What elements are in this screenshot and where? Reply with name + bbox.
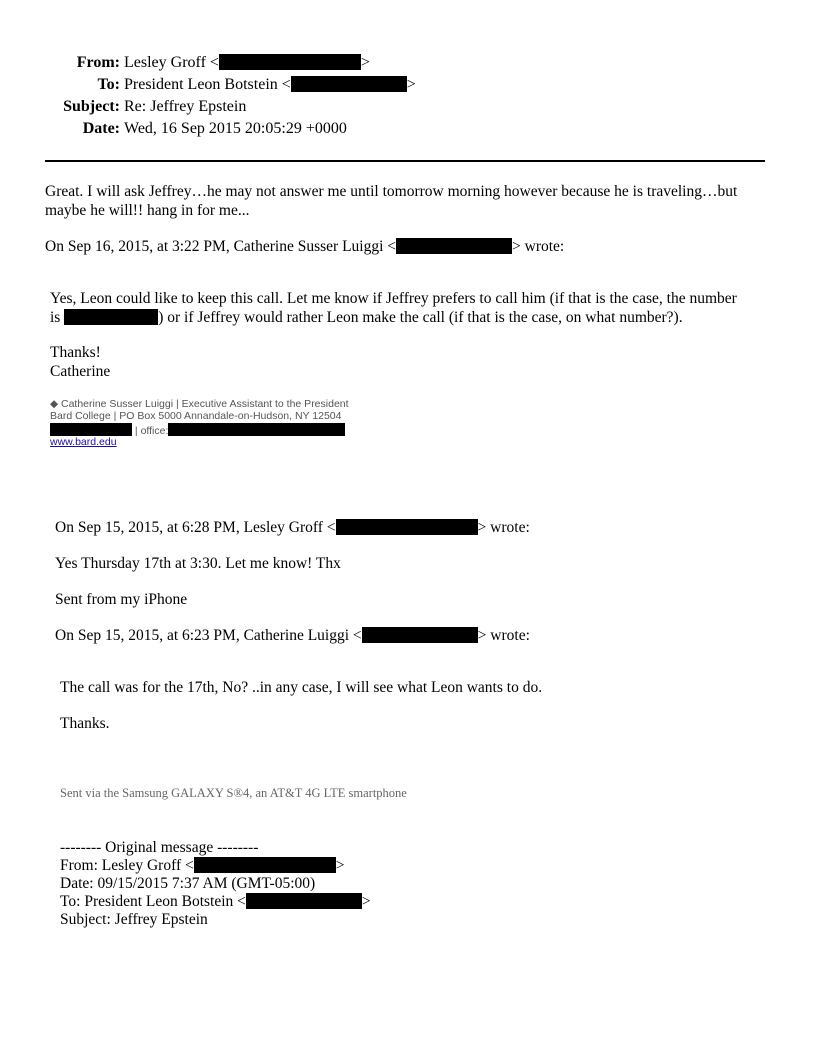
quote1-para-line-1: Yes, Leon could like to keep this call. Let me know if Jeffrey prefers to call him (if that is the case, the number	[50, 290, 737, 307]
to-row	[0, 75, 816, 95]
redacted-email	[362, 627, 478, 643]
reply-line-1: Great. I will ask Jeffrey…he may not answer me until tomorrow morning however because he is traveling…but	[45, 183, 738, 200]
original-message-header: -------- Original message --------	[60, 839, 259, 856]
redacted-phone	[64, 309, 158, 325]
quote2-line-1: Yes Thursday 17th at 3:30. Let me know! Thx	[55, 555, 341, 572]
from-row	[0, 53, 816, 73]
redacted-phone	[50, 423, 132, 436]
quote1-name: Catherine	[50, 363, 111, 380]
reply-line-2: maybe he will!! hang in for me...	[45, 202, 250, 219]
date-row	[0, 119, 816, 139]
date-label: Date:	[82, 120, 120, 137]
from-label: From:	[76, 54, 120, 71]
to-label: To:	[97, 76, 120, 93]
quote2-sent-from: Sent from my iPhone	[55, 591, 188, 608]
redacted-email	[194, 857, 336, 873]
subject-label: Subject:	[63, 98, 120, 115]
quote1-intro: On Sep 16, 2015, at 3:22 PM, Catherine Susser Luiggi < > wrote:	[45, 238, 565, 255]
subject-value: Re: Jeffrey Epstein	[124, 98, 247, 115]
signature-line-3: | office:	[50, 423, 345, 438]
original-date: Date: 09/15/2015 7:37 AM (GMT-05:00)	[60, 875, 316, 892]
quote2-intro: On Sep 15, 2015, at 6:28 PM, Lesley Groff < > wrote:	[55, 519, 530, 536]
redacted-email	[336, 519, 478, 535]
quote3-line-1: The call was for the 17th, No? ..in any case, I will see what Leon wants to do.	[60, 679, 543, 696]
redacted-email	[219, 54, 361, 70]
redacted-email	[396, 238, 512, 254]
samsung-signature: Sent via the Samsung GALAXY S®4, an AT&T 4G LTE smartphone	[60, 786, 407, 800]
signature-line-1: ◆ Catherine Susser Luiggi | Executive Assistant to the President	[50, 398, 349, 410]
redacted-phone	[168, 423, 345, 436]
redacted-email	[246, 893, 362, 909]
header-divider	[45, 160, 765, 162]
date-value: Wed, 16 Sep 2015 20:05:29 +0000	[124, 120, 347, 137]
subject-row	[0, 97, 816, 117]
from-value: Lesley Groff < >	[124, 54, 370, 71]
signature-link-row	[50, 436, 117, 449]
to-value: President Leon Botstein < >	[124, 76, 416, 93]
original-subject: Subject: Jeffrey Epstein	[60, 911, 208, 928]
original-from: From: Lesley Groff < >	[60, 857, 345, 874]
quote1-para-line-2: is ) or if Jeffrey would rather Leon make the call (if that is the case, on what number?).	[50, 309, 683, 326]
quote2-intro-2: On Sep 15, 2015, at 6:23 PM, Catherine Luiggi < > wrote:	[55, 627, 530, 644]
original-to: To: President Leon Botstein < >	[60, 893, 371, 910]
redacted-email	[291, 76, 407, 92]
quote1-thanks: Thanks!	[50, 344, 101, 361]
quote3-thanks: Thanks.	[60, 715, 110, 732]
signature-line-2: Bard College | PO Box 5000 Annandale-on-Hudson, NY 12504	[50, 410, 342, 422]
bard-website-link[interactable]: www.bard.edu	[50, 436, 117, 448]
